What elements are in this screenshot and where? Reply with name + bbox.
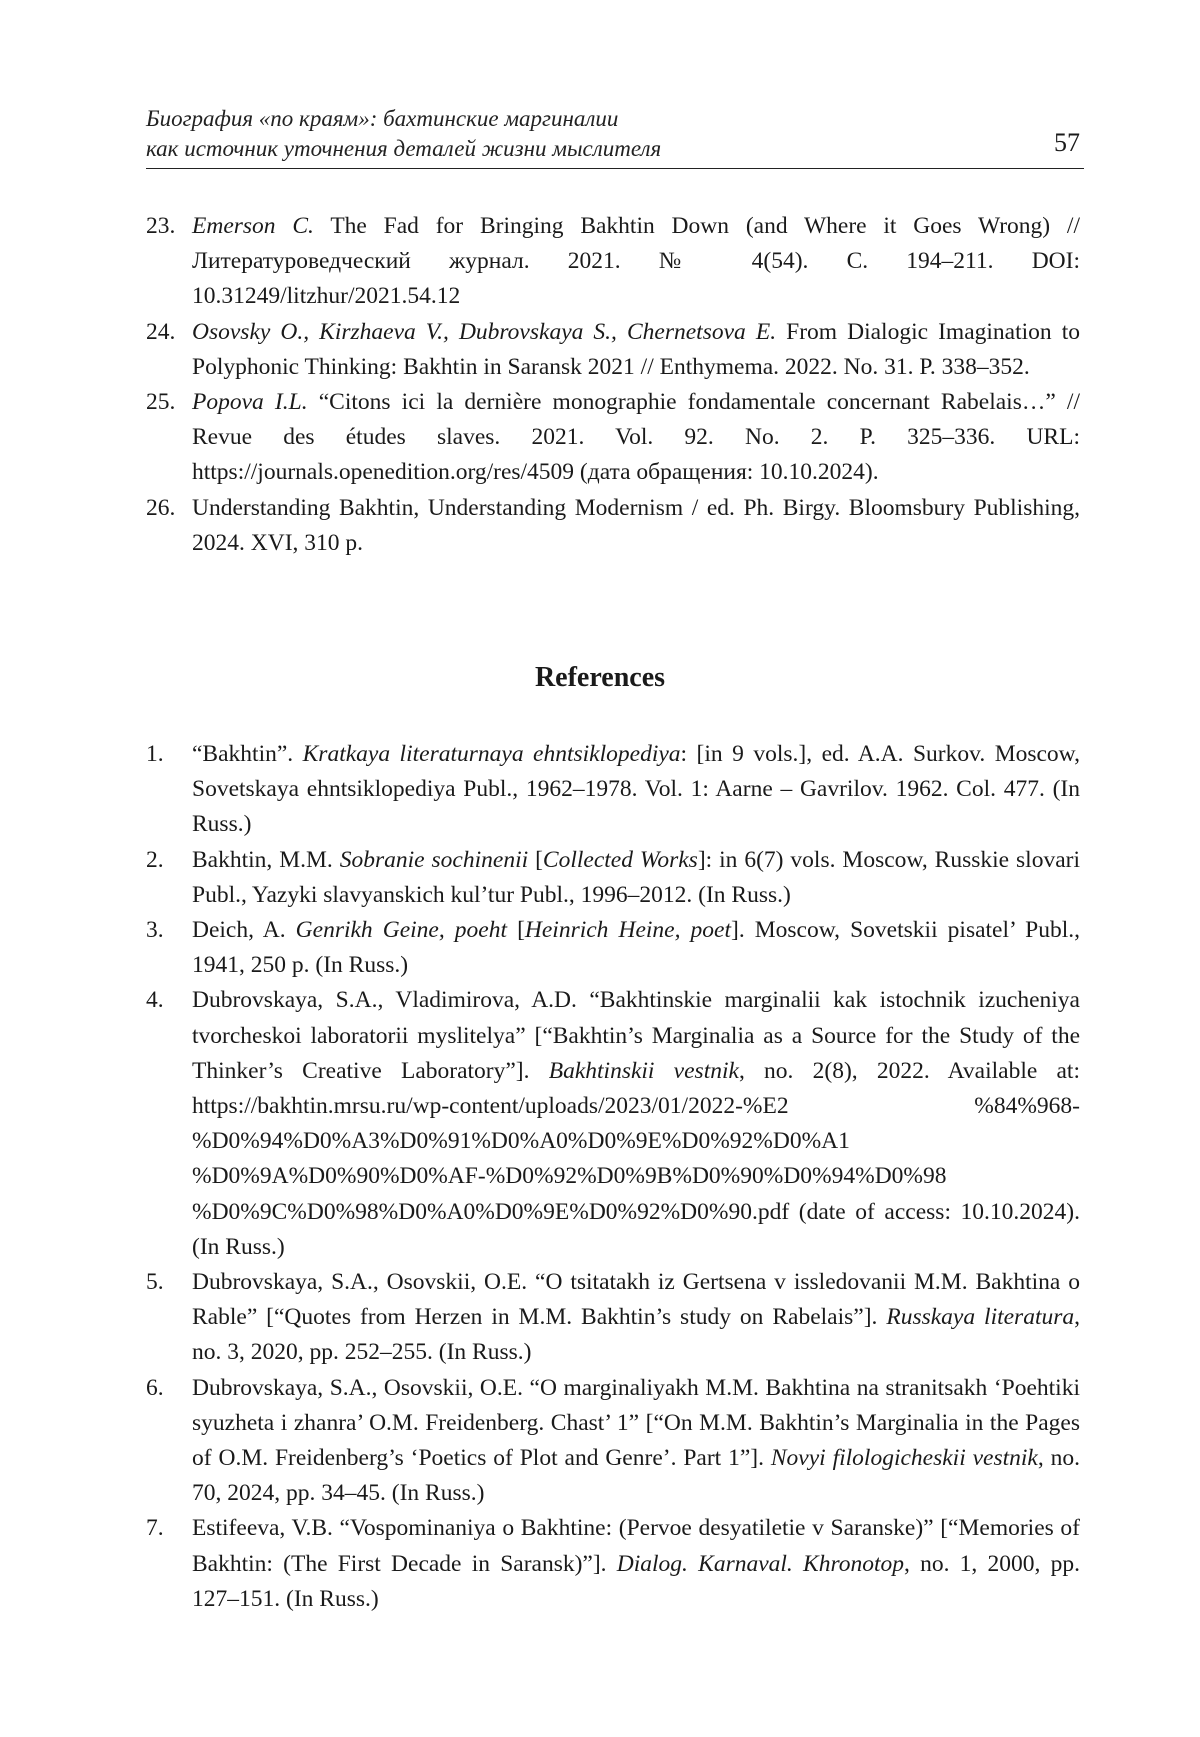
reference-entry [146,1265,1080,1371]
entry-part: ]. Moscow, Sovetskii pisatel’ Publ., 1941, 250 p. (In Russ.) [192,917,1080,979]
reference-entry [146,737,1080,843]
entry-part: , no. 70, 2024, pp. 34–45. (In Russ.) [192,1445,1081,1507]
entry-part: : [in 9 vols.], ed. A.A. Surkov. Moscow, Sovetskaya ehntsiklopediya Publ., 1962–1978. Vol. 1: Aarne – Gavrilov. 1962. Col. 477. (In Russ.) [192,741,1080,838]
entry-text [192,913,1080,983]
entry-number: 4. [146,987,164,1014]
entry-details: From Dialogic Imagination to Polyphonic Thinking: Bakhtin in Saransk 2021 // Enthymema. 2022. No. 31. P. 338–352. [192,318,1080,380]
running-title [146,104,661,164]
entry-author: Osovsky O., Kirzhaeva V., Dubrovskaya S., Chernetsova E. [192,318,777,345]
entry-title: Novyi filologicheskii vestnik [770,1445,1038,1472]
reference-entry [146,913,1080,983]
entry-number: 1. [146,741,164,767]
entry-part: Dubrovskaya, S.A., Osovskii, O.E. “O tsitatakh iz Gertsena v issledovanii M.M. Bakhtina o Rable” [“Quotes from Herzen in M.M. Bakhtin’s study on Rabelais”]. [192,1269,1080,1331]
bibliography-entry [146,315,1080,385]
entry-number: 25. [146,389,176,416]
reference-entry [146,1371,1080,1512]
entry-number: 7. [146,1515,164,1542]
entry-part: , no. 3, 2020, pp. 252–255. (In Russ.) [192,1304,1080,1366]
entry-part: Bakhtin, M.M. [192,846,340,873]
entry-title: Sobranie sochinenii [339,846,529,873]
entry-number: 5. [146,1269,164,1296]
bibliography-entry [146,491,1080,561]
running-title-line-2: как источник уточнения деталей жизни мыслителя [146,136,662,161]
entry-title: Genrikh Geine, poeht [295,917,507,944]
entry-part: Deich, A. [192,917,296,944]
entry-author: Emerson C. [192,213,314,239]
entry-number: 6. [146,1374,164,1401]
entry-part: ]: in 6(7) vols. Moscow, Russkie slovari Publ., Yazyki slavyanskich kul’tur Publ., 1996–2012. (In Russ.) [192,846,1080,908]
entry-author: Popova I.L. [192,389,308,416]
entry-text [192,737,1080,843]
references-heading: References [534,662,666,693]
entry-title: Kratkaya literaturnaya ehntsiklopediya [302,741,681,767]
entry-title: Russkaya literatura [886,1304,1075,1331]
bibliography-list [146,209,1080,561]
entry-title: Dialog. Karnaval. Khronotop [616,1550,904,1577]
entry-details: “Citons ici la dernière monographie fondamentale concernant Rabelais…” // Revue des études slaves. 2021. Vol. 92. No. 2. P. 325–336. URL: https://journals.openedition.org/res/4509 (дата обращения: 10.10.2024). [192,389,1080,486]
running-header [146,98,1084,169]
entry-text [192,983,1080,1265]
bibliography-entry [146,209,1080,315]
entry-text [192,1371,1080,1512]
entry-details: Understanding Bakhtin, Understanding Modernism / ed. Ph. Birgy. Bloomsbury Publishing, 2024. XVI, 310 p. [192,494,1080,556]
entry-title: Bakhtinskii vestnik [548,1057,739,1084]
entry-part: , no. 1, 2000, pp. 127–151. (In Russ.) [192,1550,1080,1612]
entry-number: 23. [146,213,176,239]
page-number: 57 [1054,128,1080,157]
bibliography-entry [146,385,1080,491]
reference-entry [146,983,1080,1265]
reference-entry [146,843,1080,913]
entry-part: Dubrovskaya, S.A., Osovskii, O.E. “O marginaliyakh M.M. Bakhtina na stranitsakh ‘Poehtiki syuzheta i zhanra’ O.M. Freidenberg. Chast’ 1” [“On M.M. Bakhtin’s Marginalia in the Pages of O.M. Freidenberg’s ‘Poetics of Plot and Genre’. Part 1”]. [192,1374,1080,1472]
entry-number: 24. [146,318,176,345]
entry-details: The Fad for Bringing Bakhtin Down (and Where it Goes Wrong) // Литературоведческий журнал. 2021. № 4(54). С. 194–211. DOI: 10.31249/litzhur/2021.54.12 [192,213,1080,310]
entry-part: Estifeeva, V.B. “Vospominaniya o Bakhtine: (Pervoe desyatiletie v Saranske)” [“Memories of Bakhtin: (The First Decade in Saransk)”]. [192,1515,1080,1577]
entry-part: “Bakhtin”. [192,741,303,767]
references-list [146,737,1080,1617]
entry-number: 2. [146,846,164,873]
entry-title-translation: Collected Works [542,846,698,873]
entry-part: Dubrovskaya, S.A., Vladimirova, A.D. “Bakhtinskie marginalii kak istochnik izucheniya tvorcheskoi laboratorii myslitelya” [“Bakhtin’s Marginalia as a Source for the Study of the Thinker’s Creative Laboratory”]. [192,987,1080,1084]
reference-entry [146,1511,1080,1617]
entry-text [192,1511,1080,1617]
entry-title-translation: Heinrich Heine, poet [524,917,731,944]
entry-part: [ [507,917,525,944]
entry-number: 26. [146,494,176,521]
entry-part: , no. 2(8), 2022. Available at: https://bakhtin.mrsu.ru/wp-content/uploads/2023/01/2022-%E2 %84%968-%D0%94%D0%A3%D0%91%D0%A0%D0%9E%D0%92%D0%A1 %D0%9A%D0%90%D0%AF-%D0%92%D0%9B%D0%90%D0%94%D0%98 %D0%9C%D0%98%D0%A0%D0%9E%D0%92%D0%90.pdf (date of access: 10.10.2024). (In Russ.) [192,1057,1080,1260]
entry-text [192,385,1080,491]
entry-text [192,1265,1080,1371]
entry-text [192,315,1080,385]
entry-part: [ [528,846,543,873]
entry-text [192,843,1080,913]
running-title-line-1: Биография «по краям»: бахтинские маргиналии [146,106,619,131]
entry-number: 3. [146,917,164,944]
entry-text [192,209,1080,315]
entry-text [192,491,1080,561]
